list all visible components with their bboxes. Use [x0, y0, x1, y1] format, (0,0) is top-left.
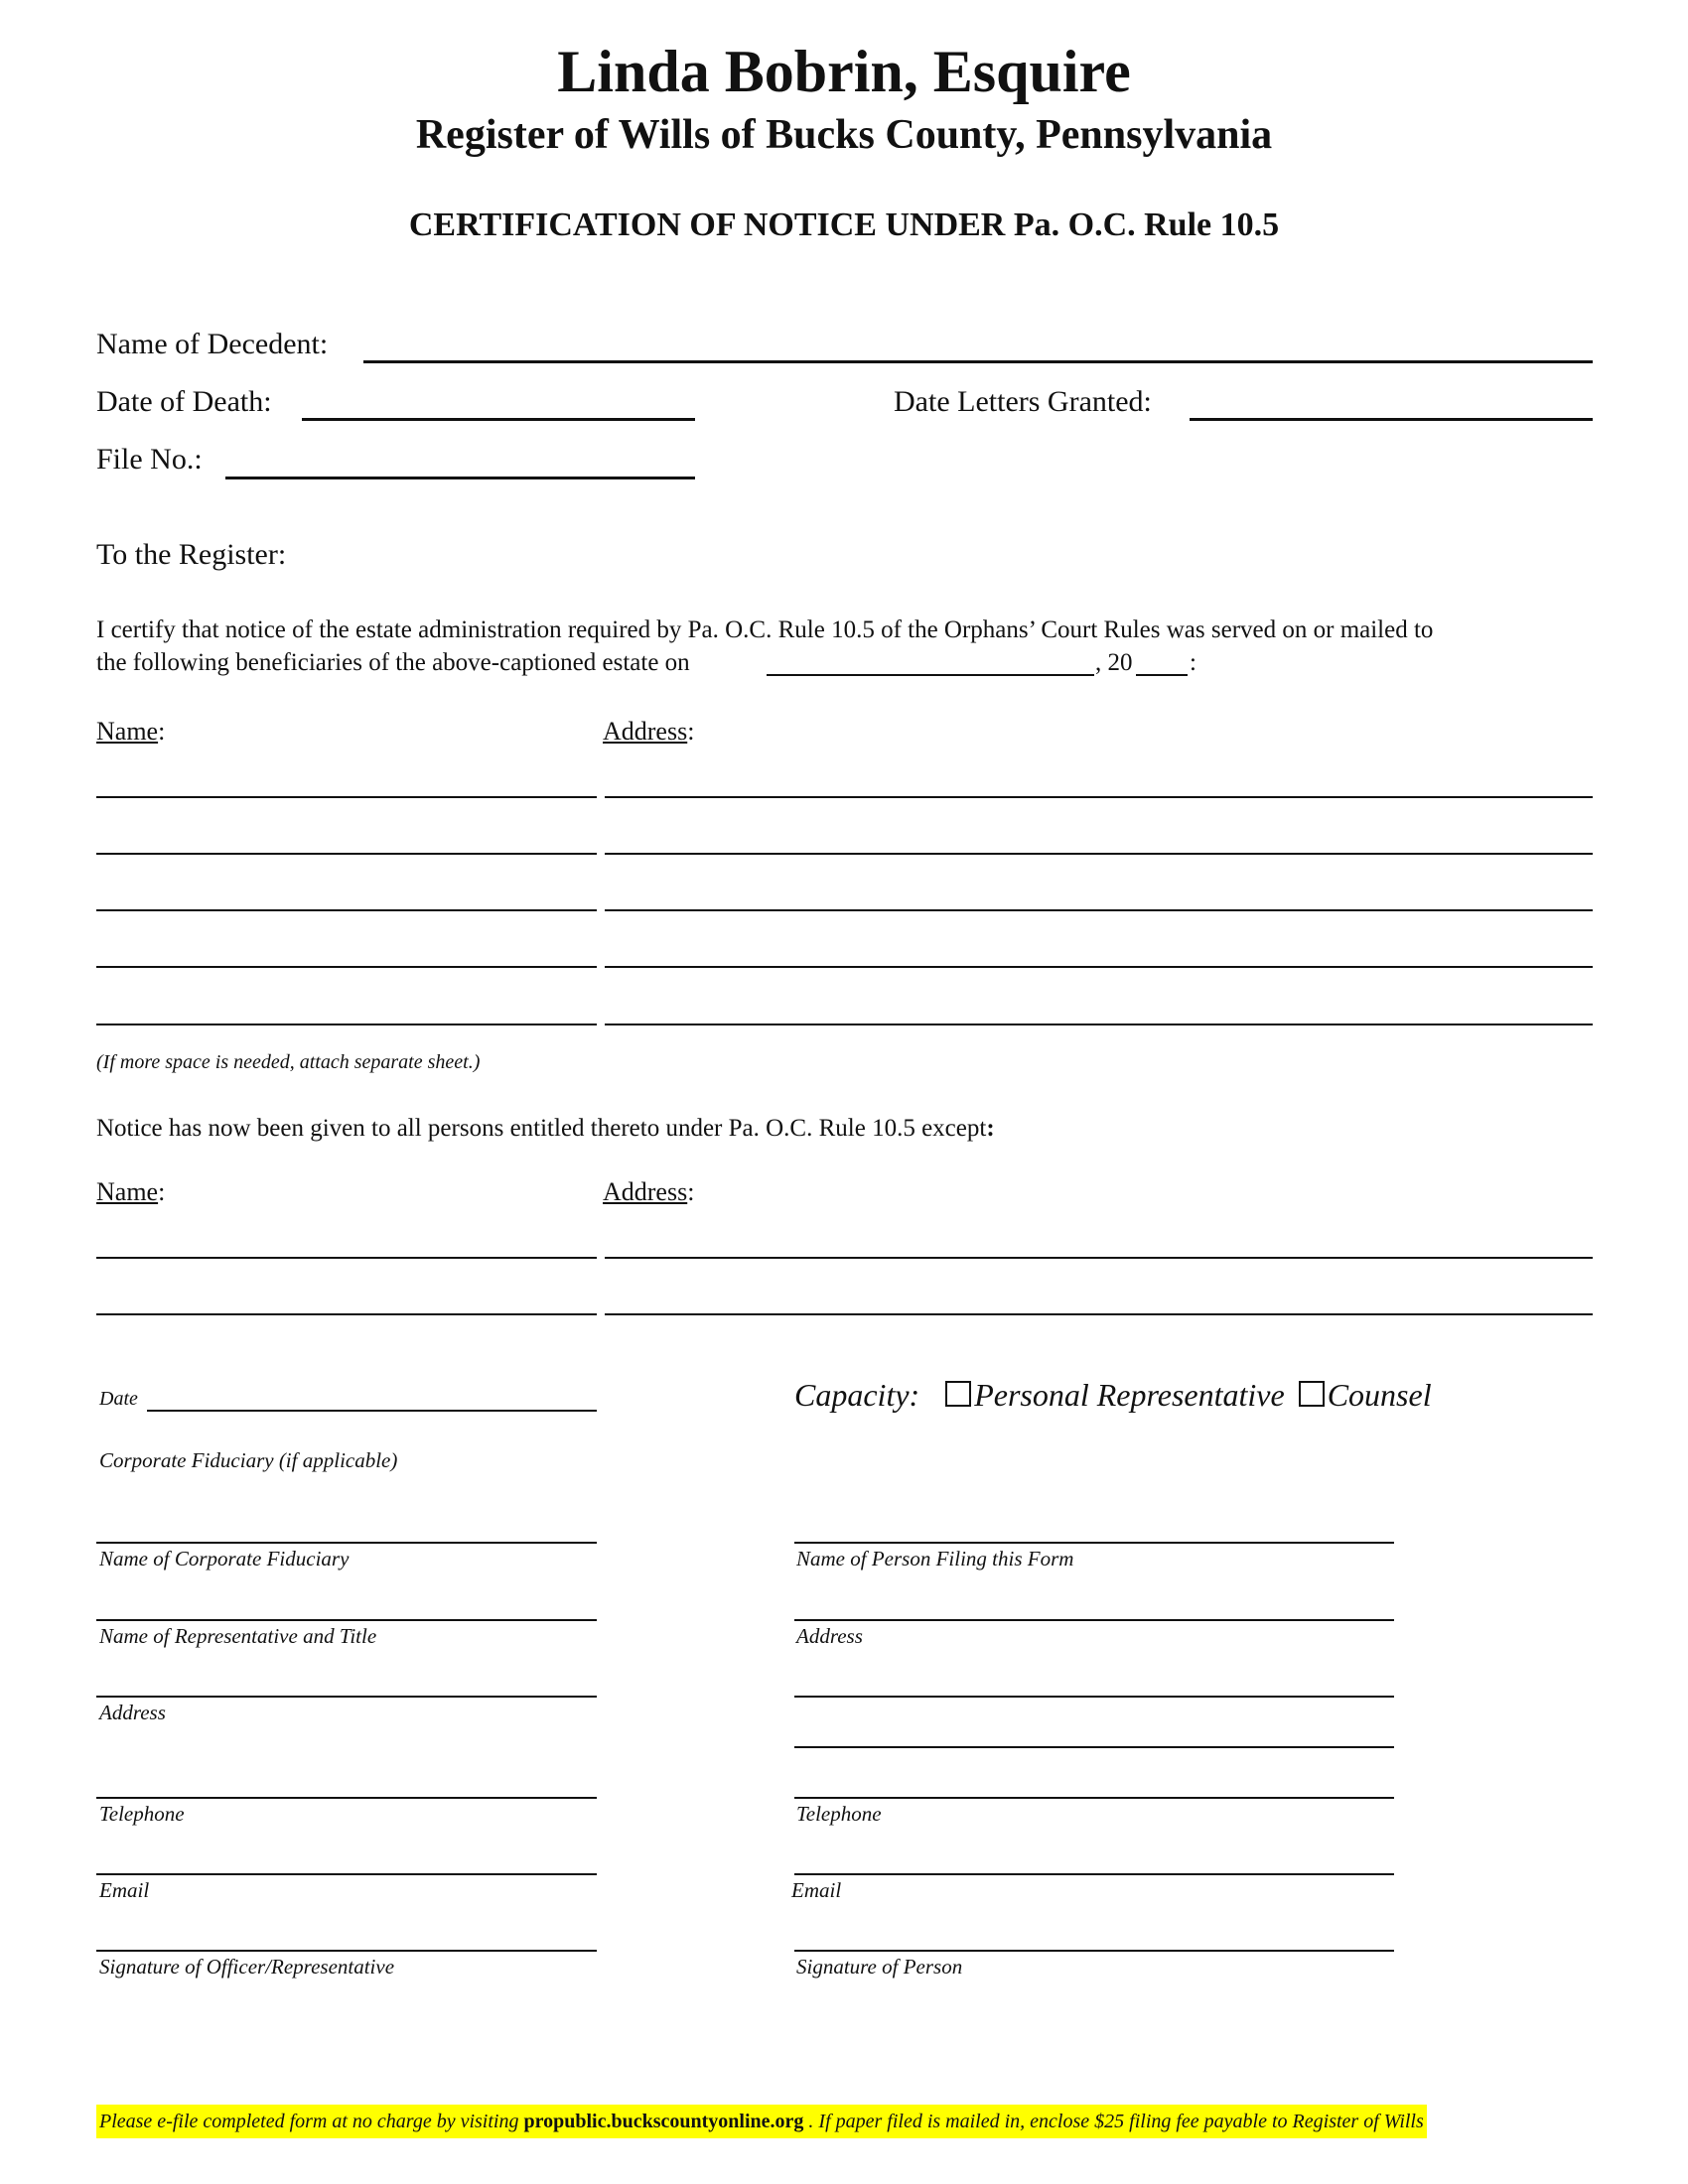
- corp-address-label: Address: [99, 1701, 166, 1724]
- efile-notice: Please e-file completed form at no charge by visiting propublic.buckscountyonline.org . If paper filed is mailed in, enclose $25 filing fee payable to Register of Wills: [96, 2105, 1427, 2138]
- decedent-field[interactable]: [363, 360, 1593, 363]
- certify-line-2-text: the following beneficiaries of the above-captioned estate on: [96, 649, 690, 676]
- beneficiary-address-field-1[interactable]: [605, 796, 1593, 798]
- beneficiary-address-field-3[interactable]: [605, 909, 1593, 911]
- filer-address-field-2[interactable]: [794, 1696, 1394, 1698]
- certify-year-prefix: , 20: [1095, 649, 1133, 676]
- salutation: To the Register:: [96, 538, 287, 571]
- form-title: CERTIFICATION OF NOTICE UNDER Pa. O.C. Rule 10.5: [408, 206, 1280, 243]
- service-date-field[interactable]: [767, 674, 1094, 676]
- beneficiary-name-field-1[interactable]: [96, 796, 597, 798]
- personal-rep-option[interactable]: Personal Representative: [945, 1377, 1285, 1413]
- exception-name-header: Name:: [96, 1177, 166, 1206]
- corp-telephone-label: Telephone: [99, 1802, 185, 1826]
- exception-address-field-2[interactable]: [605, 1313, 1593, 1315]
- file-no-field[interactable]: [225, 477, 695, 479]
- beneficiary-address-field-2[interactable]: [605, 853, 1593, 855]
- filer-name-label: Name of Person Filing this Form: [796, 1547, 1074, 1570]
- exceptions-intro: Notice has now been given to all persons entitled thereto under Pa. O.C. Rule 10.5 except:: [96, 1115, 995, 1142]
- letters-date-field[interactable]: [1190, 418, 1593, 421]
- corp-email-field[interactable]: [96, 1873, 597, 1875]
- exception-name-field-2[interactable]: [96, 1313, 597, 1315]
- file-no-label: File No.:: [96, 443, 203, 476]
- more-space-note: (If more space is needed, attach separate sheet.): [96, 1051, 481, 1073]
- beneficiary-name-field-4[interactable]: [96, 966, 597, 968]
- counsel-option[interactable]: Counsel: [1299, 1377, 1432, 1413]
- beneficiary-name-field-2[interactable]: [96, 853, 597, 855]
- certify-line-1: I certify that notice of the estate administration required by Pa. O.C. Rule 10.5 of the Orphans’ Court Rules was served on or mailed to: [96, 616, 1434, 643]
- death-date-field[interactable]: [302, 418, 695, 421]
- beneficiary-address-field-5[interactable]: [605, 1024, 1593, 1025]
- beneficiary-name-header: Name:: [96, 717, 166, 746]
- filer-name-field[interactable]: [794, 1542, 1394, 1544]
- letters-date-label: Date Letters Granted:: [894, 385, 1152, 418]
- death-date-label: Date of Death:: [96, 385, 272, 418]
- filer-signature-label: Signature of Person: [796, 1955, 963, 1979]
- corp-telephone-field[interactable]: [96, 1797, 597, 1799]
- rep-title-field[interactable]: [96, 1619, 597, 1621]
- filer-telephone-field[interactable]: [794, 1797, 1394, 1799]
- date-field[interactable]: [147, 1410, 597, 1412]
- exception-address-field-1[interactable]: [605, 1257, 1593, 1259]
- filer-email-field[interactable]: [794, 1873, 1394, 1875]
- filer-signature-field[interactable]: [794, 1950, 1394, 1952]
- personal-rep-checkbox[interactable]: [945, 1381, 971, 1407]
- date-label: Date: [99, 1388, 138, 1410]
- corp-email-label: Email: [99, 1878, 150, 1902]
- rep-title-label: Name of Representative and Title: [99, 1624, 377, 1648]
- filer-email-label: Email: [791, 1878, 842, 1902]
- service-year-field[interactable]: [1136, 674, 1188, 676]
- filer-telephone-label: Telephone: [796, 1802, 882, 1826]
- capacity-group: [794, 1377, 1432, 1414]
- exception-name-field-1[interactable]: [96, 1257, 597, 1259]
- corp-address-field[interactable]: [96, 1696, 597, 1698]
- corporate-fiduciary-heading: Corporate Fiduciary (if applicable): [99, 1448, 398, 1472]
- beneficiary-address-header: Address:: [603, 717, 695, 746]
- officer-signature-field[interactable]: [96, 1950, 597, 1952]
- counsel-checkbox[interactable]: [1299, 1381, 1325, 1407]
- decedent-label: Name of Decedent:: [96, 328, 329, 360]
- certify-colon: :: [1190, 649, 1196, 676]
- register-office: Register of Wills of Bucks County, Pennsylvania: [415, 112, 1273, 158]
- beneficiary-name-field-3[interactable]: [96, 909, 597, 911]
- beneficiary-address-field-4[interactable]: [605, 966, 1593, 968]
- filer-address-field-1[interactable]: [794, 1619, 1394, 1621]
- corp-fiduciary-name-field[interactable]: [96, 1542, 597, 1544]
- exception-address-header: Address:: [603, 1177, 695, 1206]
- beneficiary-name-field-5[interactable]: [96, 1024, 597, 1025]
- register-name: Linda Bobrin, Esquire: [557, 39, 1131, 104]
- corp-fiduciary-name-label: Name of Corporate Fiduciary: [99, 1547, 350, 1570]
- filer-address-label: Address: [796, 1624, 863, 1648]
- capacity-label: Capacity:: [794, 1377, 920, 1413]
- officer-signature-label: Signature of Officer/Representative: [99, 1955, 395, 1979]
- efile-link[interactable]: propublic.buckscountyonline.org: [523, 2111, 804, 2132]
- filer-address-field-3[interactable]: [794, 1746, 1394, 1748]
